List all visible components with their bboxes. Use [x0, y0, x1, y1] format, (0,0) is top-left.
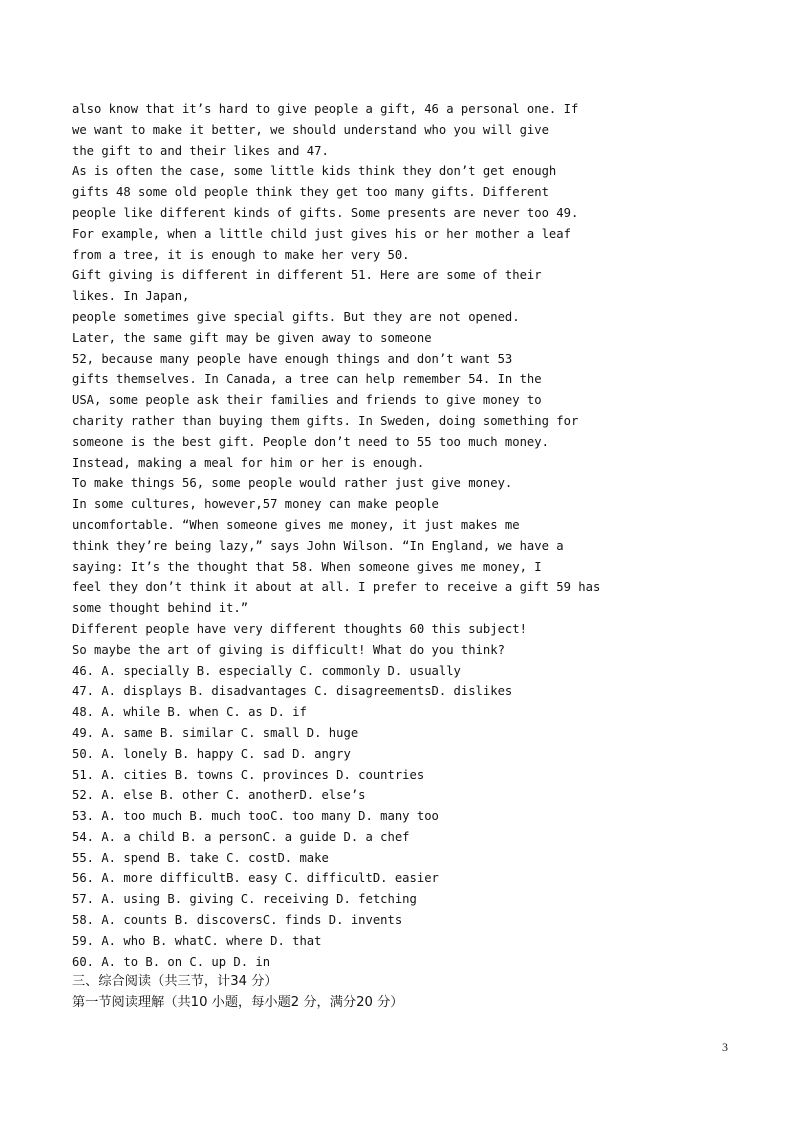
passage-line: gifts 48 some old people think they get too many gifts. Different	[72, 185, 549, 200]
passage-line: think they’re being lazy,” says John Wilson. “In England, we have a	[72, 538, 564, 553]
question-option-line: 60. A. to B. on C. up D. in	[72, 954, 271, 969]
passage-line: As is often the case, some little kids think they don’t get enough	[72, 164, 557, 179]
passage-line: the gift to and their likes and 47.	[72, 143, 329, 158]
question-option-line: 50. A. lonely B. happy C. sad D. angry	[72, 746, 351, 761]
passage-line: Later, the same gift may be given away to someone	[72, 330, 432, 345]
passage-line: Different people have very different thoughts 60 this subject!	[72, 621, 527, 636]
question-option-line: 59. A. who B. whatC. where D. that	[72, 933, 322, 948]
passage-line: 52, because many people have enough things and don’t want 53	[72, 351, 513, 366]
passage-line: some thought behind it.”	[72, 601, 249, 616]
question-option-line: 56. A. more difficultB. easy C. difficultD. easier	[72, 871, 439, 886]
question-option-line: 46. A. specially B. especially C. commonly D. usually	[72, 663, 461, 678]
passage-line: we want to make it better, we should understand who you will give	[72, 122, 549, 137]
question-option-line: 57. A. using B. giving C. receiving D. fetching	[72, 892, 417, 907]
passage-line: charity rather than buying them gifts. In Sweden, doing something for	[72, 413, 579, 428]
page-number: 3	[722, 1040, 728, 1054]
question-option-line: 48. A. while B. when C. as D. if	[72, 705, 307, 720]
passage-line: USA, some people ask their families and friends to give money to	[72, 393, 542, 408]
passage-line: Instead, making a meal for him or her is enough.	[72, 455, 425, 470]
question-option-line: 47. A. displays B. disadvantages C. disagreementsD. dislikes	[72, 684, 513, 699]
document-body	[72, 99, 772, 1014]
question-option-line: 53. A. too much B. much tooC. too many D. many too	[72, 809, 439, 824]
question-option-line: 55. A. spend B. take C. costD. make	[72, 850, 329, 865]
passage-line: So maybe the art of giving is difficult! What do you think?	[72, 642, 505, 657]
passage-line: To make things 56, some people would rather just give money.	[72, 476, 513, 491]
passage-line: people sometimes give special gifts. But they are not opened.	[72, 309, 520, 324]
passage-line: people like different kinds of gifts. Some presents are never too 49.	[72, 205, 579, 220]
question-option-line: 54. A. a child B. a personC. a guide D. a chef	[72, 829, 410, 844]
passage-line: Gift giving is different in different 51. Here are some of their	[72, 268, 542, 283]
passage-line: saying: It’s the thought that 58. When someone gives me money, I	[72, 559, 542, 574]
question-option-line: 58. A. counts B. discoversC. finds D. invents	[72, 913, 403, 928]
section-heading: 三、综合阅读（共三节，计34 分）	[72, 974, 278, 990]
question-option-line: 52. A. else B. other C. anotherD. else’s	[72, 788, 366, 803]
passage-line: someone is the best gift. People don’t need to 55 too much money.	[72, 434, 549, 449]
question-option-line: 51. A. cities B. towns C. provinces D. countries	[72, 767, 425, 782]
passage-line: feel they don’t think it about at all. I prefer to receive a gift 59 has	[72, 580, 601, 595]
passage-line: from a tree, it is enough to make her very 50.	[72, 247, 410, 262]
passage-line: also know that it’s hard to give people a gift, 46 a personal one. If	[72, 102, 579, 116]
question-option-line: 49. A. same B. similar C. small D. huge	[72, 725, 359, 740]
passage-line: gifts themselves. In Canada, a tree can help remember 54. In the	[72, 372, 542, 387]
passage-line: likes. In Japan,	[72, 289, 190, 304]
passage-line: uncomfortable. “When someone gives me money, it just makes me	[72, 517, 520, 532]
passage-line: In some cultures, however,57 money can make people	[72, 497, 439, 512]
passage-line: For example, when a little child just gives his or her mother a leaf	[72, 226, 571, 241]
subsection-heading: 第一节阅读理解（共10 小题，每小题2 分，满分20 分）	[72, 995, 404, 1011]
